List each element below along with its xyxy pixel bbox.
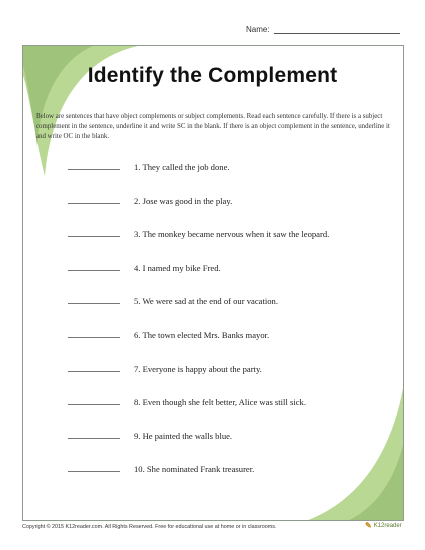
- answer-blank[interactable]: [68, 296, 120, 304]
- answer-blank[interactable]: [68, 330, 120, 338]
- answer-blank[interactable]: [68, 229, 120, 237]
- question-text: 3. The monkey became nervous when it saw the leopard.: [134, 229, 330, 240]
- name-label: Name:: [246, 25, 270, 34]
- question-item: [68, 229, 329, 239]
- k12reader-logo: [365, 521, 402, 530]
- question-item: [68, 464, 254, 474]
- answer-blank[interactable]: [68, 397, 120, 405]
- question-item: [68, 397, 306, 407]
- question-item: [68, 364, 262, 374]
- question-item: [68, 431, 232, 441]
- question-text: 7. Everyone is happy about the party.: [134, 363, 262, 374]
- question-text: 2. Jose was good in the play.: [134, 195, 233, 206]
- page-title: Identify the Complement: [87, 64, 338, 87]
- question-text: 8. Even though she felt better, Alice was still sick.: [134, 397, 306, 408]
- question-text: 9. He painted the walls blue.: [134, 430, 233, 441]
- question-text: 4. I named my bike Fred.: [134, 262, 221, 273]
- question-item: [68, 162, 230, 172]
- question-item: [68, 196, 232, 206]
- name-field[interactable]: [274, 33, 400, 34]
- question-item: [68, 263, 221, 273]
- question-item: [68, 330, 269, 340]
- answer-blank[interactable]: [68, 263, 120, 271]
- logo-mark-icon: ✎: [365, 521, 372, 530]
- logo-text: K12reader: [373, 522, 402, 529]
- answer-blank[interactable]: [68, 196, 120, 204]
- answer-blank[interactable]: [68, 431, 120, 439]
- question-text: 6. The town elected Mrs. Banks mayor.: [134, 330, 270, 340]
- answer-blank[interactable]: [68, 364, 120, 372]
- question-item: [68, 296, 278, 306]
- answer-blank[interactable]: [68, 162, 120, 170]
- copyright-text: Copyright © 2015 K12reader.com. All Rights Reserved. Free for educational use at home or in classrooms.: [22, 524, 277, 530]
- question-text: 10. She nominated Frank treasurer.: [134, 464, 255, 475]
- instructions-text: Below are sentences that have object complements or subject complements. Read each sentence carefully. If there is a subject complement in the sentence, underline it and write SC in the blank. If there is an object complement in the sentence, underline it and write OC in the blank.: [36, 113, 390, 140]
- question-text: 5. We were sad at the end of our vacation.: [134, 296, 278, 307]
- answer-blank[interactable]: [68, 464, 120, 472]
- question-text: 1. They called the job done.: [134, 162, 230, 172]
